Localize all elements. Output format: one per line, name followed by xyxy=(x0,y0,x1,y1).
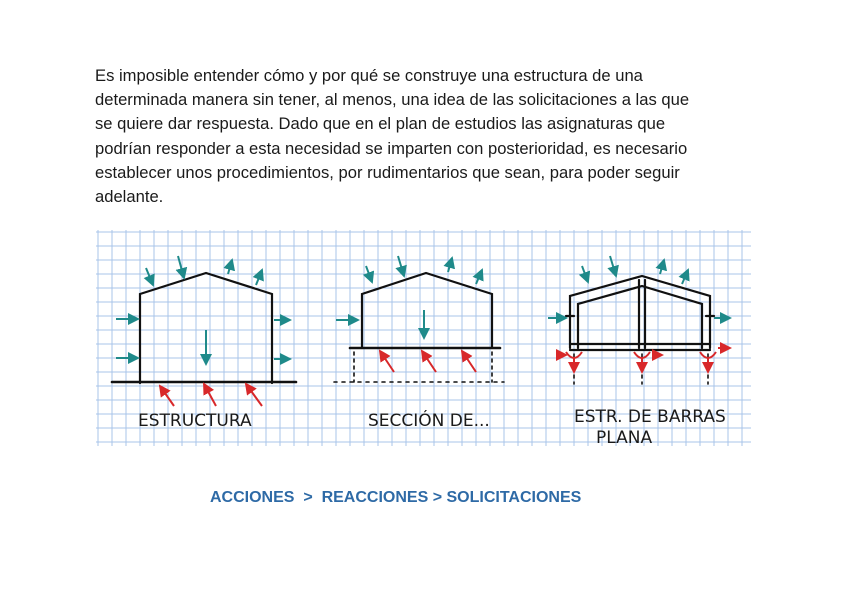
actions-reactions-subtitle: ACCIONES > REACCIONES > SOLICITACIONES xyxy=(210,489,582,506)
label-barras-line2: PLANA xyxy=(596,428,653,446)
paragraph-line: establecer unos procedimientos, por rudimentarios que sean, para poder seguir xyxy=(95,162,680,182)
structures-sketch xyxy=(96,230,751,446)
paragraph-line: se quiere dar respuesta. Dado que en el plan de estudios las asignaturas que xyxy=(95,114,666,134)
label-barras-line1: ESTR. DE BARRAS xyxy=(574,407,726,427)
label-seccion: SECCIÓN DE... xyxy=(368,411,490,431)
paragraph-line: Es imposible entender cómo y por qué se construye una estructura de una xyxy=(95,66,643,85)
paragraph-line: adelante. xyxy=(95,187,164,207)
paragraph-line: podrían responder a esta necesidad se imparten con posterioridad, es necesario xyxy=(95,138,688,158)
label-estructura: ESTRUCTURA xyxy=(138,411,252,431)
intro-paragraph xyxy=(95,64,755,209)
paragraph-line: determinada manera sin tener, al menos, una idea de las solicitaciones a las que xyxy=(95,90,690,110)
sketch-figure xyxy=(96,230,751,446)
